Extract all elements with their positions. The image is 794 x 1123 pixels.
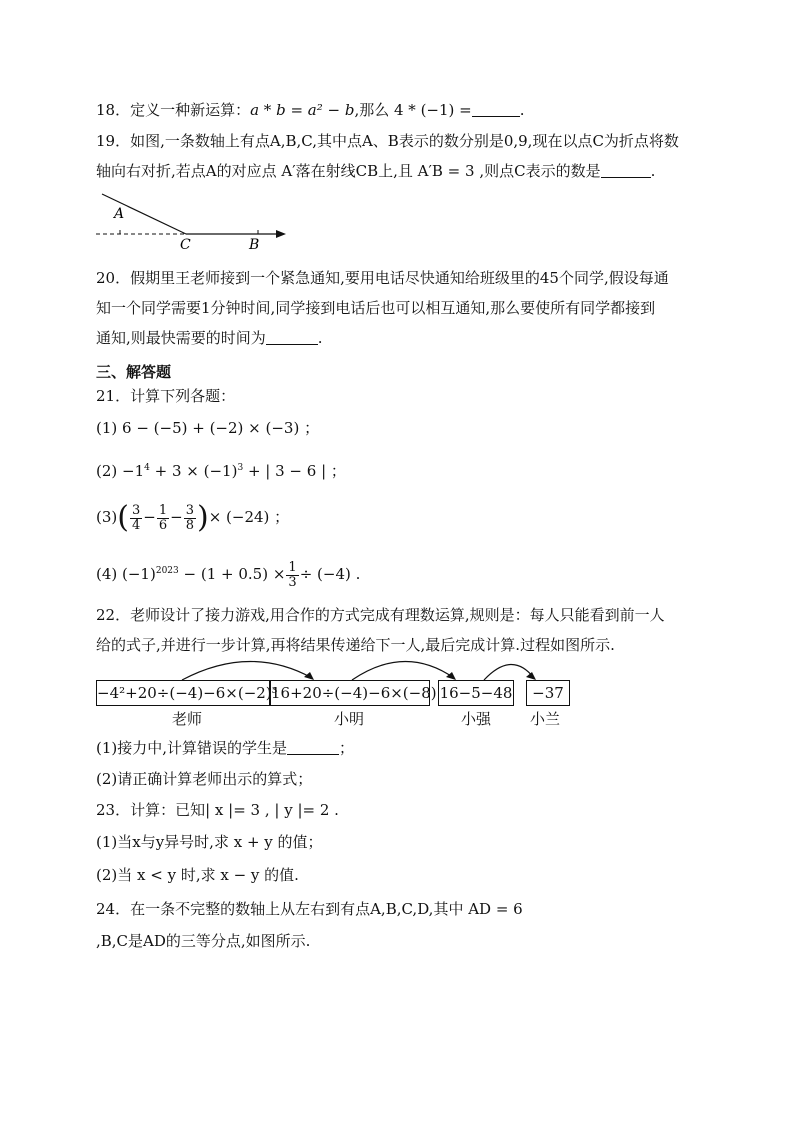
- q21-p2-c: + | 3 − 6 | ；: [243, 462, 346, 480]
- q21-p2-exp1: 4: [144, 463, 150, 473]
- section-heading: 三、解答题: [96, 363, 172, 381]
- q21-part2: [96, 458, 346, 481]
- question-19-line2: [96, 161, 655, 181]
- question-24-line1: 24．在一条不完整的数轴上从左右到有点A,B,C,D,其中 AD = 6: [96, 900, 523, 918]
- label-c: C: [180, 237, 191, 252]
- fraction-3-8: $\frac{3}{8}$: [185, 502, 194, 533]
- right-paren: ): [196, 500, 209, 535]
- q18-text: 18．定义一种新运算：: [96, 101, 251, 119]
- name-xiaoming: 小明: [333, 710, 364, 728]
- arrow-xiaoming-to-xiaoqiang: [352, 661, 454, 680]
- name-teacher: 老师: [171, 710, 202, 728]
- name-xiaoqiang: 小强: [460, 710, 491, 728]
- q18-answer-blank[interactable]: [472, 102, 520, 117]
- arrowhead-3-icon: [526, 672, 536, 680]
- question-22-line2: 给的式子,并进行一步计算,再将结果传递给下一人,最后完成计算.过程如图所示.: [96, 636, 615, 654]
- label-a: A: [114, 206, 125, 222]
- q21-part3: [96, 500, 289, 534]
- q21-p3-label: (3): [96, 508, 118, 526]
- q22-s1-end: ；: [339, 739, 355, 757]
- q21-p4-exp: 2023: [155, 566, 179, 576]
- q21-p2-exp2: 3: [237, 463, 244, 473]
- question-20-line2: 知一个同学需要1分钟时间,同学接到电话后也可以相互通知,那么要使所有同学都接到: [96, 299, 656, 317]
- fraction-1-3: $\frac{1}{3}$: [288, 559, 297, 590]
- box-teacher: −4²+20÷(−4)−6×(−2)³: [96, 680, 270, 706]
- q18-end: .: [519, 101, 525, 119]
- q18-text2: ,那么: [354, 101, 394, 119]
- question-21-title: 21．计算下列各题：: [96, 387, 236, 405]
- name-xiaolan: 小兰: [529, 710, 560, 728]
- q21-p3-b: × (−24) ；: [208, 508, 290, 526]
- q21-part4: [96, 556, 360, 590]
- q20-end: .: [317, 329, 323, 347]
- q21-p4-a: (4) (−1): [96, 565, 156, 583]
- q21-part1: (1) 6 − (−5) + (−2) × (−3) ；: [96, 419, 320, 437]
- minus-2: −: [170, 508, 183, 526]
- arrow-xiaoqiang-to-xiaolan: [484, 664, 534, 680]
- q19-answer-blank[interactable]: [601, 163, 651, 178]
- arrow-head-icon: [276, 230, 286, 238]
- number-line-figure: [92, 186, 292, 252]
- q22-sub1: [96, 738, 354, 758]
- q21-p4-c: ÷ (−4) .: [299, 565, 361, 583]
- minus-1: −: [143, 508, 156, 526]
- question-22-line1: 22．老师设计了接力游戏,用合作的方式完成有理数运算,规则是：每人只能看到前一人: [96, 606, 665, 624]
- q21-p2-b: + 3 × (−1): [149, 462, 238, 480]
- q21-p4-b: − (1 + 0.5) ×: [178, 565, 286, 583]
- left-paren: (: [117, 500, 129, 535]
- question-23-line2: (1)当x与y异号时,求 x + y 的值；: [96, 833, 323, 851]
- q22-answer-blank[interactable]: [287, 740, 339, 755]
- q20-text: 通知,则最快需要的时间为: [96, 329, 266, 347]
- q19-text: 轴向右对折,若点A的对应点 A′落在射线CB上,且 A′B = 3 ,则点C表示的数是: [96, 162, 601, 180]
- question-19-line1: 19．如图,一条数轴上有点A,B,C,其中点A、B表示的数分别是0,9,现在以点C为折点将数: [96, 132, 679, 150]
- question-20-line3: [96, 328, 323, 348]
- label-b: B: [249, 237, 260, 252]
- q18-expr: 4 * (−1) =: [394, 101, 472, 119]
- question-24-line2: ,B,C是AD的三等分点,如图所示.: [96, 932, 311, 950]
- box-xiaoming: 16+20÷(−4)−6×(−8): [270, 680, 430, 706]
- q18-formula: a * b = a² − b: [250, 101, 355, 119]
- question-23-line3: (2)当 x < y 时,求 x − y 的值.: [96, 866, 299, 884]
- q21-p2-a: (2) −1: [96, 462, 145, 480]
- q19-end: .: [650, 162, 656, 180]
- q22-sub2: (2)请正确计算老师出示的算式；: [96, 770, 313, 788]
- arrow-teacher-to-xiaoming: [182, 661, 312, 680]
- question-23-line1: 23．计算：已知| x |= 3 , | y |= 2 .: [96, 801, 339, 819]
- box-xiaoqiang: 16−5−48: [438, 680, 514, 706]
- box-xiaolan: −37: [526, 680, 570, 706]
- arrowhead-1-icon: [304, 672, 314, 680]
- fraction-1-6: $\frac{1}{6}$: [158, 502, 168, 533]
- question-18: [96, 100, 525, 120]
- question-20-line1: 20．假期里王老师接到一个紧急通知,要用电话尽快通知给班级里的45个同学,假设每通: [96, 269, 669, 287]
- q22-s1-text: (1)接力中,计算错误的学生是: [96, 739, 288, 757]
- q20-answer-blank[interactable]: [266, 330, 318, 345]
- fraction-3-4: $\frac{3}{4}$: [131, 502, 141, 533]
